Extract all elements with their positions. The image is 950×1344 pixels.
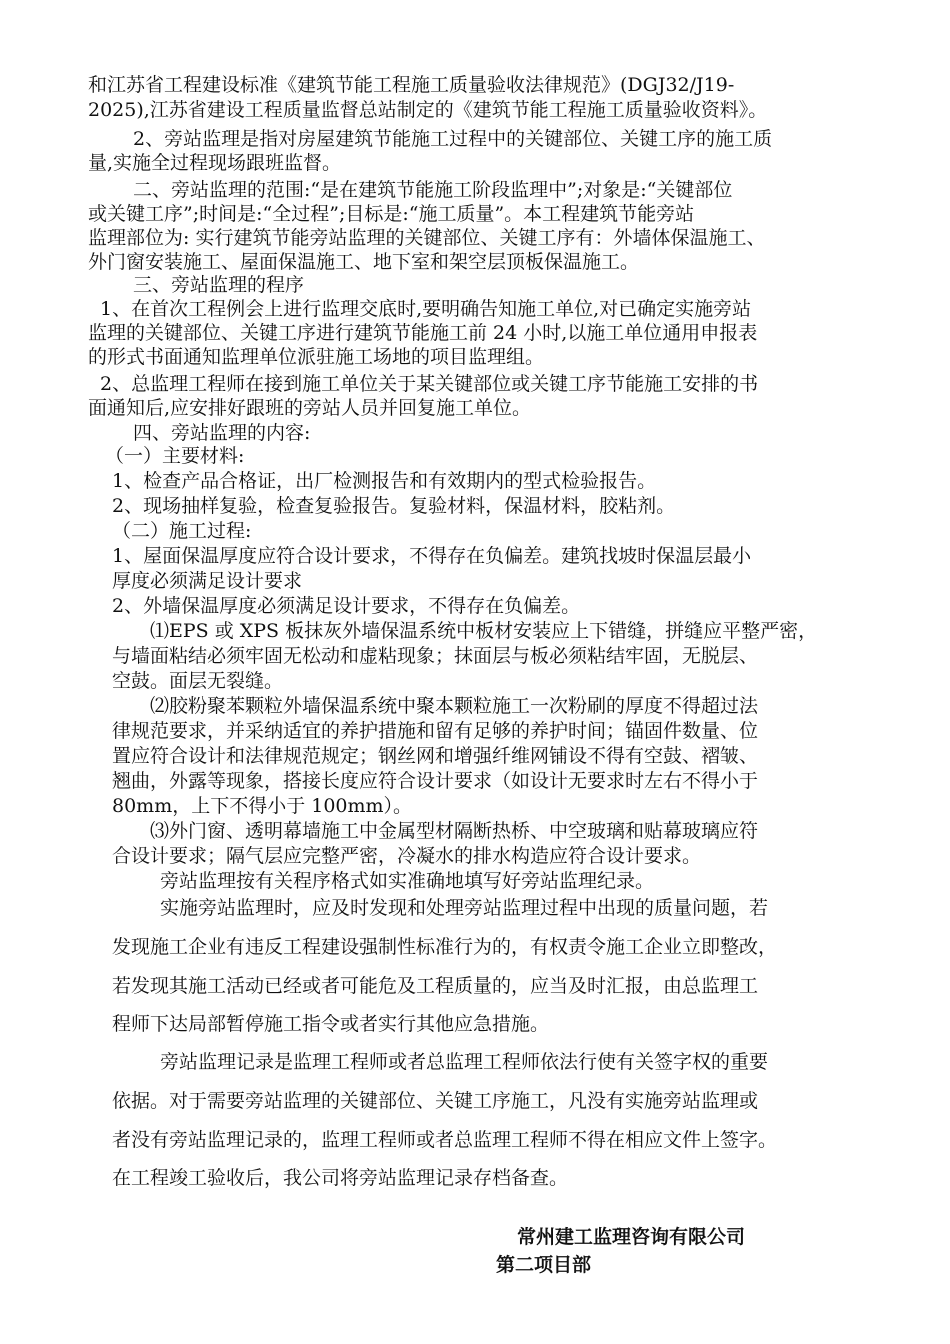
text-line: 空鼓。面层无裂缝。 (112, 670, 284, 692)
subsection-heading: （二）施工过程: (112, 520, 252, 542)
text-line: 若发现其施工活动已经或者可能危及工程质量的，应当及时汇报，由总监理工 (112, 975, 759, 997)
text-line: 律规范要求，并采纳适宜的养护措施和留有足够的养护时间；锚固件数量、位 (112, 720, 759, 742)
text-line: 的形式书面通知监理单位派驻施工场地的项目监理组。 (88, 346, 545, 368)
text-line: 2、总监理工程师在接到施工单位关于某关键部位或关键工序节能施工安排的书 (100, 373, 759, 395)
text-line: 旁站监理记录是监理工程师或者总监理工程师依法行使有关签字权的重要 (160, 1051, 769, 1073)
text-line: 2、现场抽样复验，检查复验报告。复验材料，保温材料，胶粘剂。 (112, 495, 676, 517)
text-line: 翘曲，外露等现象，搭接长度应符合设计要求（如设计无要求时左右不得小于 (112, 770, 759, 792)
text-line: 置应符合设计和法律规范规定；钢丝网和增强纤维网铺设不得有空鼓、褶皱、 (112, 745, 759, 767)
text-line: 在工程竣工验收后，我公司将旁站监理记录存档备查。 (112, 1167, 569, 1189)
text-line: 面通知后,应安排好跟班的旁站人员并回复施工单位。 (88, 397, 532, 419)
text-line: 发现施工企业有违反工程建设强制性标准行为的，有权责令施工企业立即整改， (112, 936, 778, 958)
text-line: ⑶外门窗、透明幕墙施工中金属型材隔断热桥、中空玻璃和贴幕玻璃应符 (150, 820, 759, 842)
signature-company: 常州建工监理咨询有限公司 (517, 1226, 746, 1248)
text-line: 与墙面粘结必须牢固无松动和虚粘现象；抹面层与板必须粘结牢固，无脱层、 (112, 645, 759, 667)
text-line: 实施旁站监理时，应及时发现和处理旁站监理过程中出现的质量问题，若 (160, 897, 769, 919)
text-line: 80mm，上下不得小于 100mm）。 (112, 795, 413, 817)
text-line: 或关键工序”;时间是:“全过程”;目标是:“施工质量”。本工程建筑节能旁站 (88, 203, 695, 225)
text-line: 依据。对于需要旁站监理的关键部位、关键工序施工，凡没有实施旁站监理或 (112, 1090, 759, 1112)
text-line: 和江苏省工程建设标准《建筑节能工程施工质量验收法律规范》(DGJ32/J19- (88, 74, 735, 96)
text-line: 厚度必须满足设计要求 (112, 570, 303, 592)
text-line: 1、检查产品合格证，出厂检测报告和有效期内的型式检验报告。 (112, 470, 657, 492)
subsection-heading: （一）主要材料: (105, 445, 245, 467)
text-line: 监理的关键部位、关键工序进行建筑节能施工前 24 小时,以施工单位通用申报表 (88, 322, 758, 344)
text-line: 1、在首次工程例会上进行监理交底时,要明确告知施工单位,对已确定实施旁站 (100, 298, 752, 320)
text-line: 监理部位为: 实行建筑节能旁站监理的关键部位、关键工序有：外墙体保温施工、 (88, 227, 766, 249)
text-line: ⑵胶粉聚苯颗粒外墙保温系统中聚本颗粒施工一次粉刷的厚度不得超过法 (150, 695, 759, 717)
text-line: 者没有旁站监理记录的，监理工程师或者总监理工程师不得在相应文件上签字。 (112, 1129, 778, 1151)
text-line: 外门窗安装施工、屋面保温施工、地下室和架空层顶板保温施工。 (88, 251, 640, 273)
text-line: 二、旁站监理的范围:“是在建筑节能施工阶段监理中”;对象是:“关键部位 (133, 179, 733, 201)
text-line: 合设计要求；隔气层应完整严密，冷凝水的排水构造应符合设计要求。 (112, 845, 702, 867)
section-heading: 三、旁站监理的程序 (133, 274, 305, 296)
text-line: 2、旁站监理是指对房屋建筑节能施工过程中的关键部位、关键工序的施工质 (133, 128, 773, 150)
section-heading: 四、旁站监理的内容: (133, 422, 311, 444)
text-line: 旁站监理按有关程序格式如实准确地填写好旁站监理纪录。 (160, 870, 655, 892)
text-line: 2025),江苏省建设工程质量监督总站制定的《建筑节能工程施工质量验收资料》。 (88, 99, 768, 121)
text-line: 2、外墙保温厚度必须满足设计要求，不得存在负偏差。 (112, 595, 581, 617)
text-line: 程师下达局部暂停施工指令或者实行其他应急措施。 (112, 1013, 550, 1035)
text-line: 量,实施全过程现场跟班监督。 (88, 152, 342, 174)
text-line: ⑴EPS 或 XPS 板抹灰外墙保温系统中板材安装应上下错缝，拼缝应平整严密， (150, 620, 818, 642)
signature-department: 第二项目部 (496, 1254, 592, 1276)
text-line: 1、屋面保温厚度应符合设计要求，不得存在负偏差。建筑找坡时保温层最小 (112, 545, 752, 567)
